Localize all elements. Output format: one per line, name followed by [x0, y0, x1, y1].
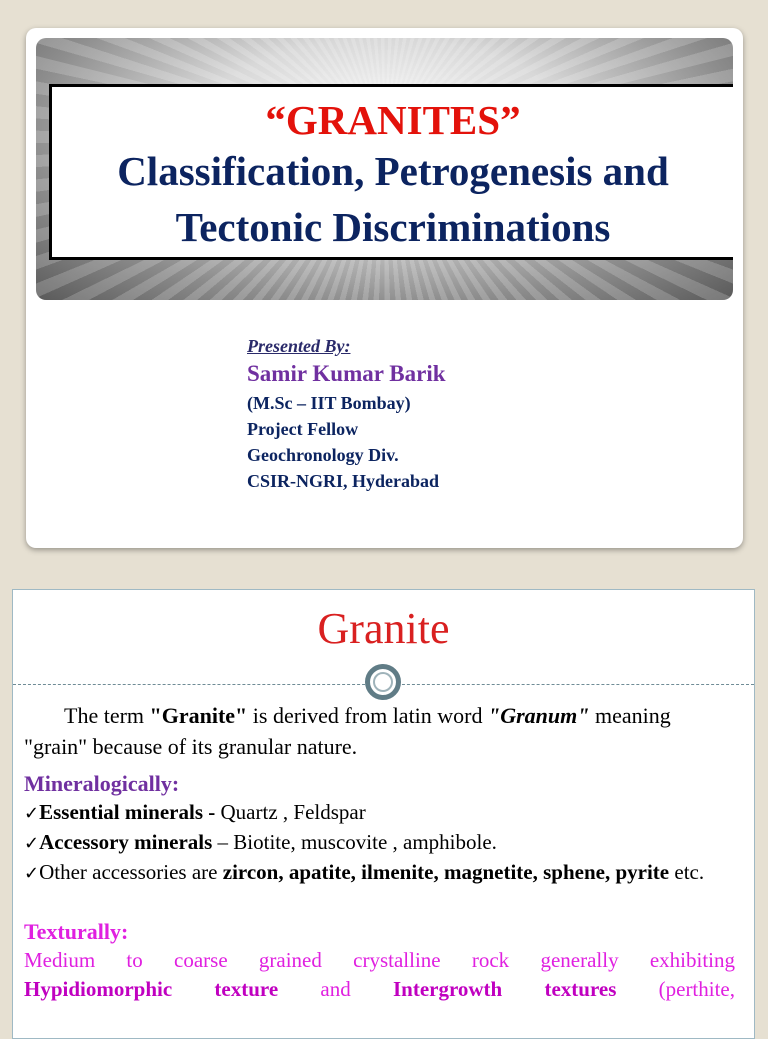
granite-title: Granite	[317, 604, 450, 653]
intro-text-3: meaning "grain" because of its granular nature.	[24, 703, 671, 759]
term-granum: "Granum"	[488, 703, 590, 728]
check-icon: ✓	[24, 803, 40, 824]
other-minerals: zircon, apatite, ilmenite, magnetite, sphene, pyrite	[222, 860, 670, 884]
texture-term-hypidiomorphic: Hypidiomorphic texture	[24, 977, 279, 1001]
granite-slide	[12, 589, 755, 1039]
term-granite: "Granite"	[149, 703, 248, 728]
presenter-degree: (M.Sc – IIT Bombay)	[247, 393, 411, 413]
other-prefix: Other accessories are	[39, 860, 223, 884]
bullet-other	[24, 858, 735, 888]
essential-value: Quartz , Feldspar	[220, 800, 366, 824]
slide-subtitle-line-1: Classification, Petrogenesis and	[117, 148, 669, 194]
check-icon: ✓	[24, 833, 40, 854]
presented-by-label: Presented By:	[247, 336, 351, 356]
texture-term-intergrowth: Intergrowth textures	[392, 977, 617, 1001]
presenter-role: Project Fellow	[247, 419, 359, 439]
mineralogically-heading: Mineralogically:	[24, 771, 180, 796]
texture-and: and	[320, 977, 351, 1001]
presenter-name: Samir Kumar Barik	[247, 361, 446, 386]
accessory-value: – Biotite, muscovite , amphibole.	[212, 830, 497, 854]
title-box	[49, 84, 733, 260]
texture-line-2	[24, 975, 735, 1004]
circle-ornament-icon	[365, 664, 401, 700]
other-suffix: etc.	[669, 860, 705, 884]
slide-title: “GRANITES”	[265, 97, 521, 143]
bullet-essential	[24, 798, 735, 828]
intro-text-1: The term	[64, 703, 150, 728]
title-slide	[26, 28, 743, 548]
granite-body	[24, 700, 735, 1004]
intro-paragraph	[24, 700, 735, 762]
title-banner	[36, 38, 733, 300]
slide-subtitle-line-2: Tectonic Discriminations	[175, 204, 611, 250]
texture-line-1: Medium to coarse grained crystalline rock generally exhibiting	[24, 948, 735, 972]
bullet-accessory	[24, 828, 735, 858]
presenter-institute: CSIR-NGRI, Hyderabad	[247, 471, 440, 491]
check-icon: ✓	[24, 863, 40, 884]
accessory-label: Accessory minerals	[39, 830, 213, 854]
presenter-division: Geochronology Div.	[247, 445, 399, 465]
essential-label: Essential minerals -	[39, 800, 221, 824]
texturally-heading: Texturally:	[24, 919, 129, 944]
presenter-block	[247, 334, 446, 494]
texture-tail: (perthite,	[658, 977, 736, 1001]
intro-text-2: is derived from latin word	[247, 703, 489, 728]
